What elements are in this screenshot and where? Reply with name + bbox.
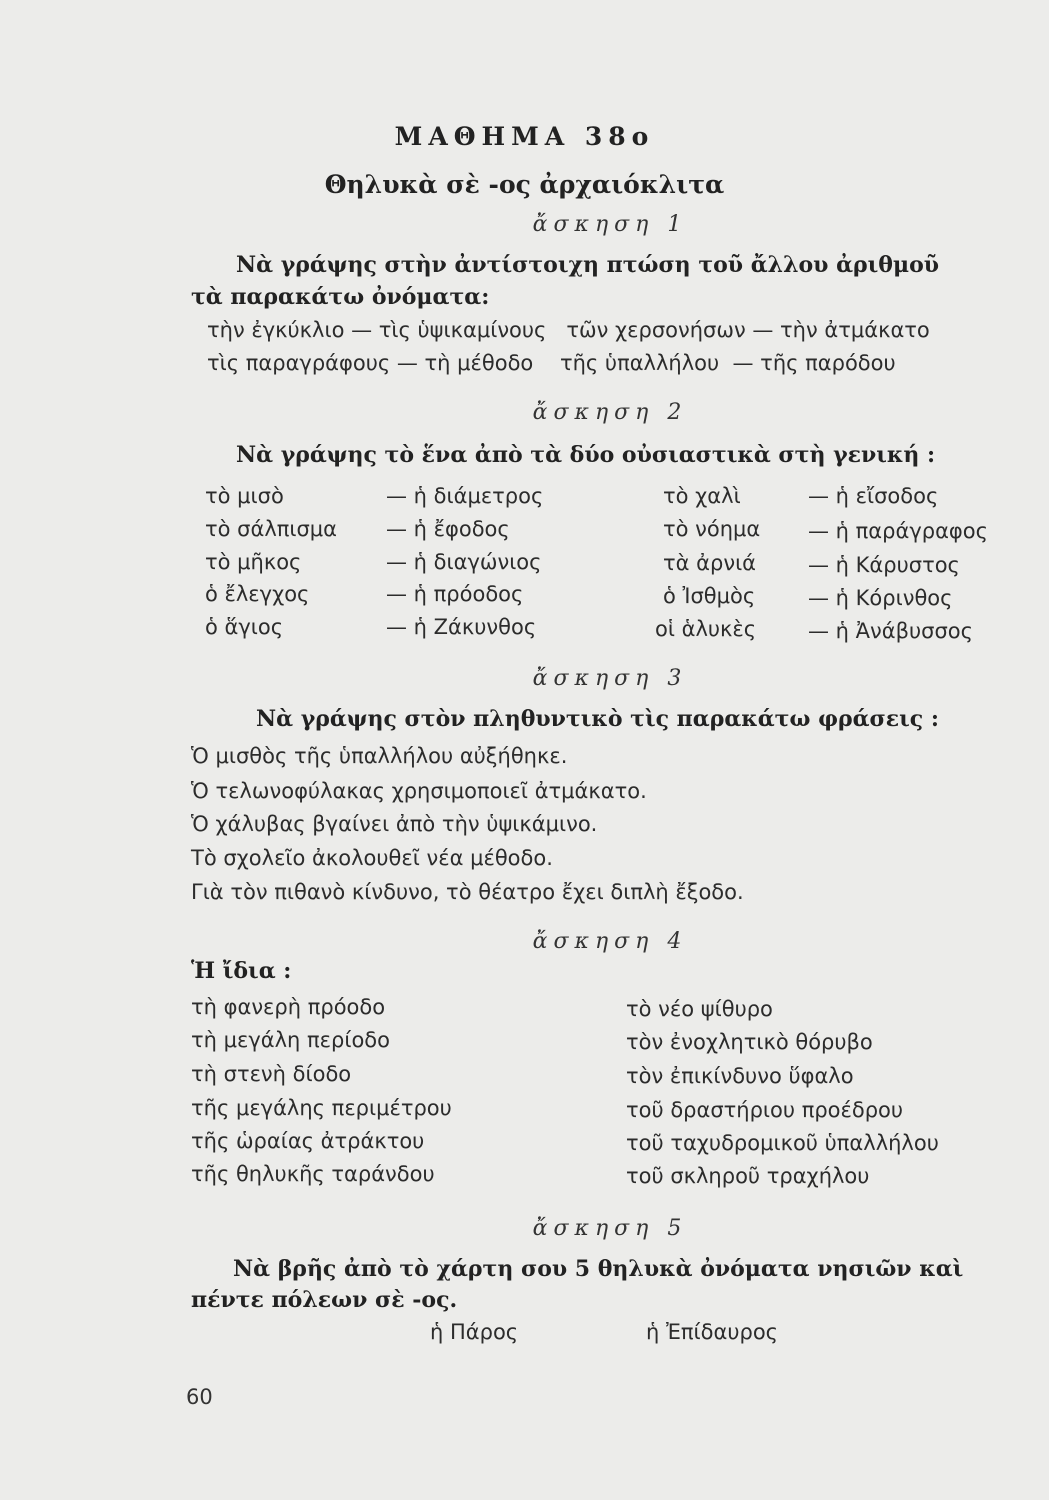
- exercise-2-cell: — ἡ διαγώνιος: [386, 550, 542, 574]
- exercise-2-cell: οἱ ἁλυκὲς: [655, 617, 757, 641]
- exercise-3-title: ἄσκηση 3: [532, 666, 688, 691]
- exercise-4-item: τοῦ σκληροῦ τραχήλου: [626, 1164, 870, 1188]
- exercise-1-line: τὶς παραγράφους — τὴ μέθοδο τῆς ὑπαλλήλου — τῆς παρόδου: [207, 351, 896, 375]
- exercise-4-item: τῆς θηλυκῆς ταράνδου: [191, 1162, 435, 1186]
- exercise-3-sentence: Ὁ μισθὸς τῆς ὑπαλλήλου αὐξήθηκε.: [191, 744, 568, 768]
- lesson-subtitle: Θηλυκὰ σὲ -ος ἀρχαιόκλιτα: [324, 170, 725, 199]
- exercise-2-cell: — ἡ Ζάκυνθος: [386, 615, 537, 639]
- exercise-1-title: ἄσκηση 1: [532, 212, 688, 237]
- exercise-2-cell: ὁ Ἰσθμὸς: [663, 584, 756, 608]
- exercise-2-cell: — ἡ πρόοδος: [386, 582, 524, 606]
- exercise-3-instruction: Νὰ γράψης στὸν πληθυντικὸ τὶς παρακάτω φράσεις :: [256, 706, 939, 732]
- exercise-2-cell: — ἡ ἔφοδος: [386, 517, 510, 541]
- page-number: 60: [186, 1385, 213, 1409]
- exercise-2-cell: ὁ ἔλεγχος: [205, 582, 310, 606]
- exercise-4-item: τοῦ δραστήριου προέδρου: [626, 1098, 904, 1122]
- exercise-2-cell: — ἡ Κάρυστος: [808, 553, 960, 577]
- exercise-2-cell: τὸ μῆκος: [205, 550, 302, 574]
- exercise-4-title: ἄσκηση 4: [532, 929, 688, 954]
- exercise-2-title: ἄσκηση 2: [532, 400, 688, 425]
- exercise-4-item: τῆς μεγάλης περιμέτρου: [191, 1096, 452, 1120]
- exercise-5-title: ἄσκηση 5: [532, 1216, 688, 1241]
- exercise-3-sentence: Γιὰ τὸν πιθανὸ κίνδυνο, τὸ θέατρο ἔχει διπλὴ ἔξοδο.: [191, 880, 744, 904]
- exercise-2-cell: τὸ σάλπισμα: [205, 517, 338, 541]
- exercise-2-cell: — ἡ εἴσοδος: [808, 484, 939, 508]
- exercise-4-item: τὸν ἐνοχλητικὸ θόρυβο: [626, 1030, 873, 1054]
- exercise-1-instruction: Νὰ γράψης στὴν ἀντίστοιχη πτώση τοῦ ἄλλου ἀριθμοῦ: [236, 252, 940, 278]
- exercise-2-cell: — ἡ διάμετρος: [386, 484, 544, 508]
- exercise-2-cell: τὰ ἀρνιά: [663, 551, 757, 575]
- exercise-2-cell: — ἡ Κόρινθος: [808, 586, 953, 610]
- exercise-4-item: τὸν ἐπικίνδυνο ὕφαλο: [626, 1064, 854, 1088]
- exercise-2-cell: τὸ μισὸ: [205, 484, 284, 508]
- exercise-4-item: τῆς ὡραίας ἀτράκτου: [191, 1129, 425, 1153]
- exercise-5-example: ἡ Ἐπίδαυρος: [646, 1320, 779, 1344]
- exercise-3-sentence: Τὸ σχολεῖο ἀκολουθεῖ νέα μέθοδο.: [191, 846, 553, 870]
- exercise-2-cell: — ἡ παράγραφος: [808, 519, 988, 543]
- exercise-1-instruction-cont: τὰ παρακάτω ὀνόματα:: [191, 284, 490, 310]
- exercise-3-sentence: Ὁ χάλυβας βγαίνει ἀπὸ τὴν ὑψικάμινο.: [191, 812, 598, 836]
- exercise-2-cell: τὸ νόημα: [663, 517, 761, 541]
- exercise-5-instruction-cont: πέντε πόλεων σὲ -ος.: [191, 1287, 458, 1313]
- exercise-4-item: τοῦ ταχυδρομικοῦ ὑπαλλήλου: [626, 1131, 939, 1155]
- exercise-3-sentence: Ὁ τελωνοφύλακας χρησιμοποιεῖ ἀτμάκατο.: [191, 779, 647, 803]
- exercise-1-line: τὴν ἐγκύκλιο — τὶς ὑψικαμίνους τῶν χερσονήσων — τὴν ἀτμάκατο: [207, 318, 930, 342]
- lesson-title: ΜΑΘΗΜΑ 38ο: [394, 122, 655, 151]
- exercise-4-item: τὴ στενὴ δίοδο: [191, 1062, 352, 1086]
- exercise-5-example: ἡ Πάρος: [430, 1320, 519, 1344]
- exercise-2-cell: ὁ ἅγιος: [205, 615, 284, 639]
- exercise-2-instruction: Νὰ γράψης τὸ ἕνα ἀπὸ τὰ δύο οὐσιαστικὰ στὴ γενική :: [236, 442, 936, 468]
- exercise-2-cell: — ἡ Ἀνάβυσσος: [808, 619, 973, 643]
- exercise-2-cell: τὸ χαλὶ: [663, 484, 741, 508]
- exercise-4-label: Ἡ ἴδια :: [191, 958, 292, 984]
- exercise-4-item: τὴ φανερὴ πρόοδο: [191, 995, 386, 1019]
- exercise-5-instruction: Νὰ βρῆς ἀπὸ τὸ χάρτη σου 5 θηλυκὰ ὀνόματα νησιῶν καὶ: [233, 1256, 964, 1282]
- exercise-4-item: τὴ μεγάλη περίοδο: [191, 1028, 390, 1052]
- exercise-4-item: τὸ νέο ψίθυρο: [626, 997, 773, 1021]
